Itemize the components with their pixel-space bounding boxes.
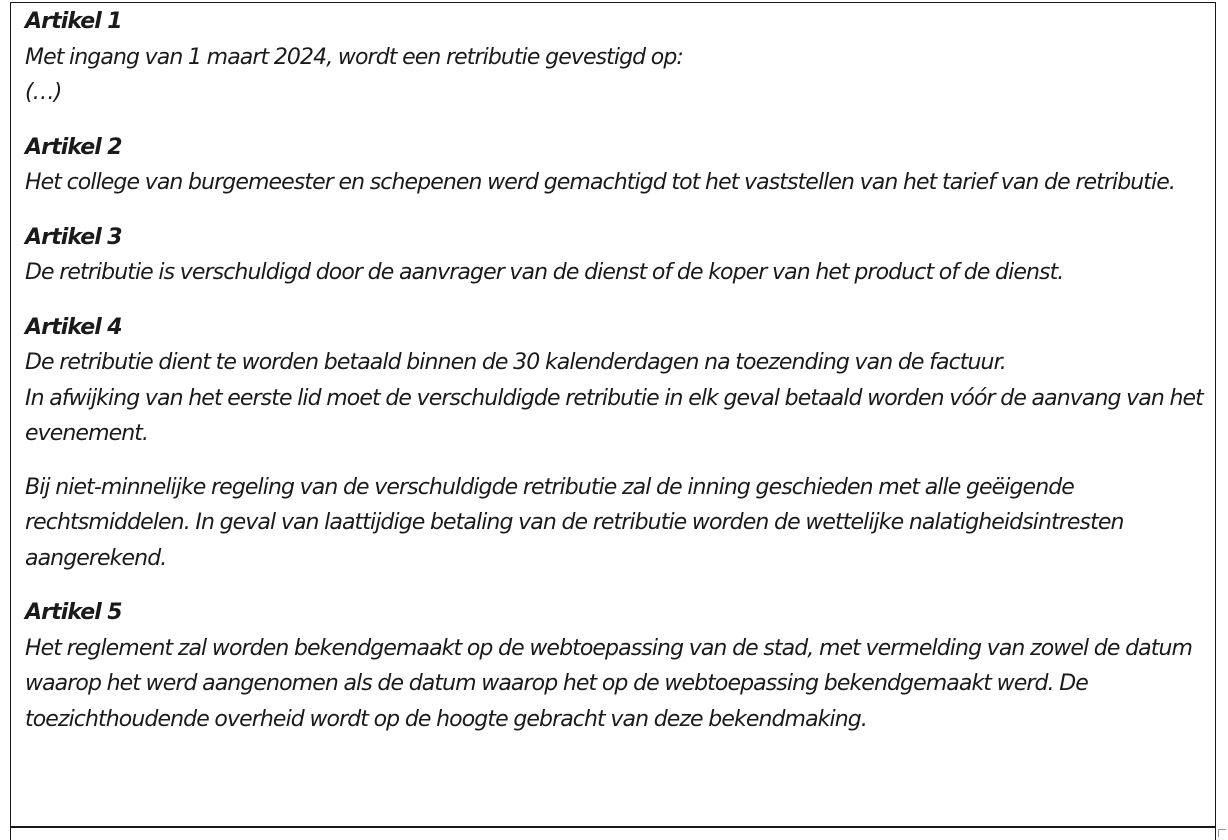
- article-paragraph: De retributie dient te worden betaald binnen de 30 kalenderdagen na toezending van de factuur.: [25, 350, 1006, 375]
- article-heading: Artikel 4: [25, 314, 122, 340]
- article-paragraph: (…): [25, 80, 62, 105]
- article-paragraph: De retributie is verschuldigd door de aanvrager van de dienst of de koper van het product of de dienst.: [25, 260, 1064, 285]
- article-1: [25, 4, 1210, 111]
- article-paragraph: Bij niet-minnelijke regeling van de verschuldigde retributie zal de inning geschieden met alle geëigende rechtsmiddelen. In geval van laattijdige betaling van de retributie worden de wettelijke nalatigheidsintresten aangerekend.: [25, 474, 1124, 571]
- article-paragraph: Het college van burgemeester en schepenen werd gemachtigd tot het vaststellen van het tarief van de retributie.: [25, 170, 1175, 195]
- article-paragraph: In afwijking van het eerste lid moet de verschuldigde retributie in elk geval betaald worden vóór de aanvang van het evenement.: [25, 385, 1203, 446]
- article-3: [25, 220, 1210, 291]
- article-paragraph: Met ingang van 1 maart 2024, wordt een retributie gevestigd op:: [25, 44, 683, 70]
- article-4: [25, 310, 1210, 577]
- table-resize-handle[interactable]: [1218, 829, 1226, 837]
- article-heading: Artikel 1: [25, 9, 122, 34]
- article-heading: Artikel 5: [25, 600, 122, 625]
- article-2: [25, 130, 1210, 201]
- article-heading: Artikel 3: [25, 224, 122, 250]
- article-heading: Artikel 2: [25, 134, 122, 160]
- next-table-edge: [10, 827, 1216, 840]
- article-paragraph: Het reglement zal worden bekendgemaakt op de webtoepassing van de stad, met vermelding van zowel de datum waarop het werd aangenomen als de datum waarop het op de webtoepassing bekendgemaakt werd. De toezichthoudende overheid wordt op de hoogte gebracht van deze bekendmaking.: [25, 635, 1193, 732]
- article-5: [25, 595, 1210, 737]
- document-body: [25, 4, 1210, 756]
